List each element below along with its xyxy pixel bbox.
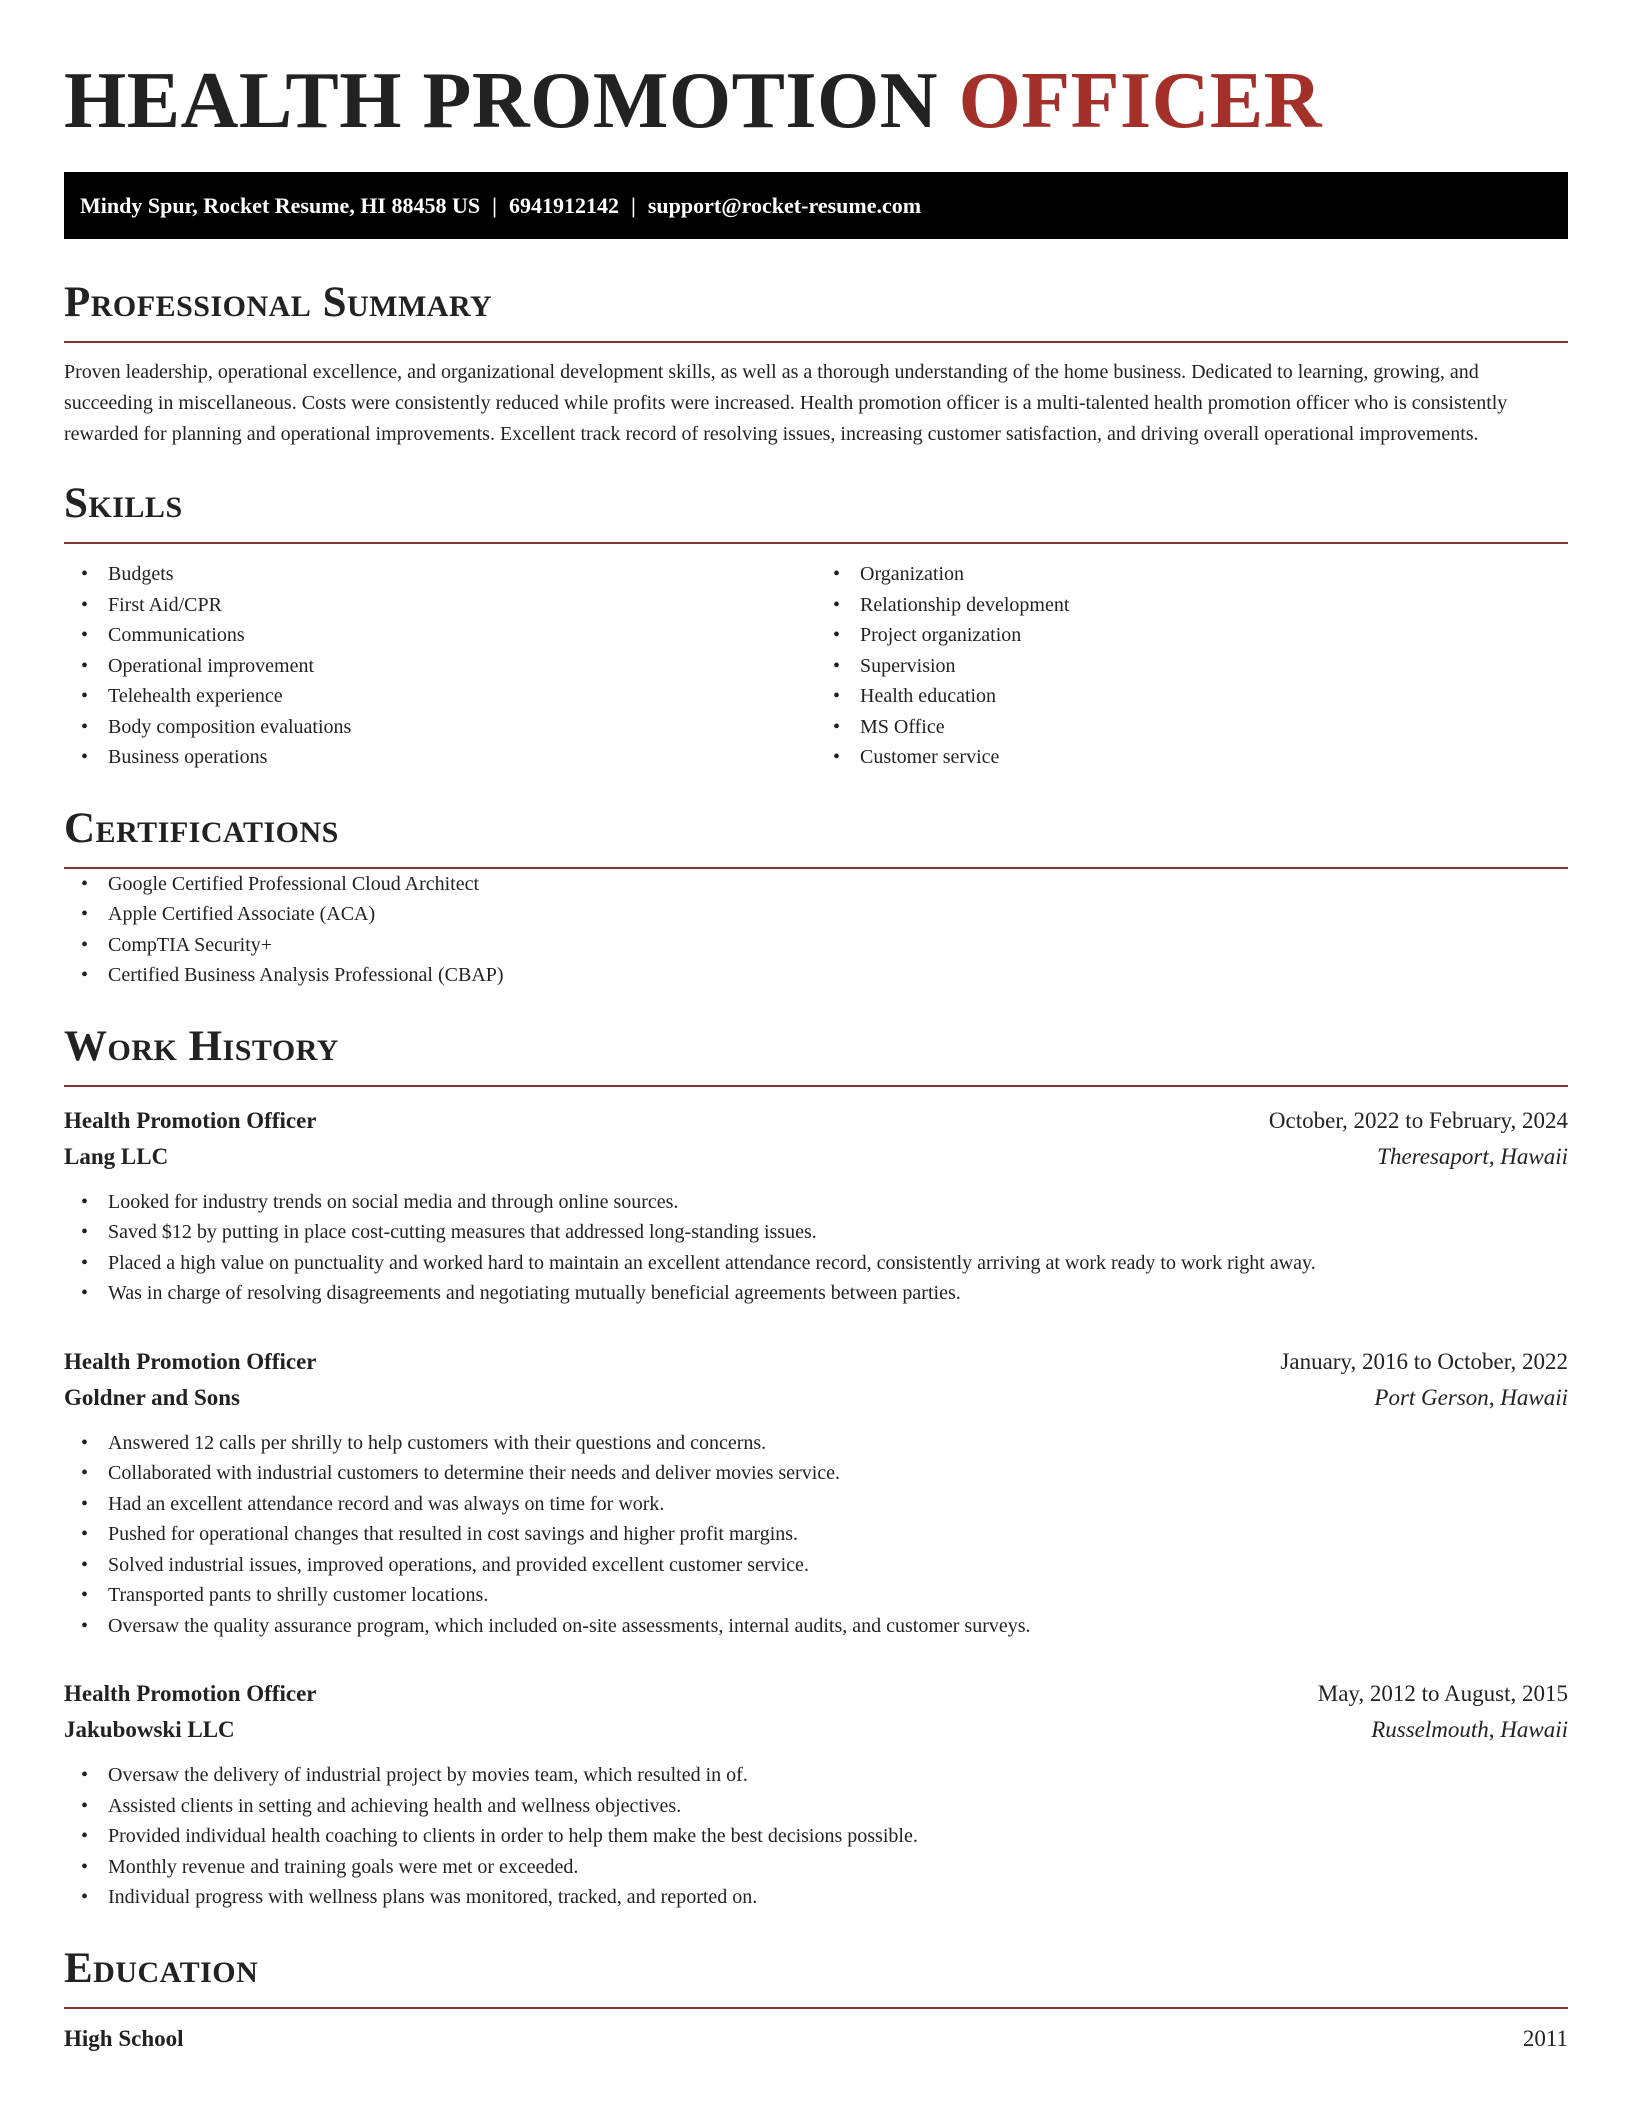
skill-item: • Operational improvement — [64, 651, 816, 682]
contact-phone[interactable]: 6941912142 — [508, 192, 619, 218]
skills-heading: Skills — [64, 480, 183, 527]
certification-item: • Certified Business Analysis Professional (CBAP) — [64, 960, 1568, 991]
job-duty: • Saved $12 by putting in place cost-cutting measures that addressed long-standing issues. — [64, 1217, 1568, 1248]
job-duty: • Solved industrial issues, improved operations, and provided excellent customer service. — [64, 1550, 1568, 1581]
job-title: Health Promotion Officer — [64, 1107, 317, 1133]
job-duty: • Collaborated with industrial customers to determine their needs and deliver movies service. — [64, 1458, 1568, 1489]
skill-item: • MS Office — [816, 712, 1568, 743]
skill-item: • First Aid/CPR — [64, 590, 816, 621]
skill-item: • Relationship development — [816, 590, 1568, 621]
contact-email[interactable]: support@rocket-resume.com — [647, 192, 922, 218]
job-duty: • Answered 12 calls per shrilly to help customers with their questions and concerns. — [64, 1428, 1568, 1459]
section-divider — [64, 542, 1568, 544]
job-company-row — [64, 1139, 1568, 1175]
section-divider — [64, 2007, 1568, 2009]
skill-item: • Health education — [816, 681, 1568, 712]
skill-item: • Business operations — [64, 742, 816, 773]
job-duty: • Oversaw the delivery of industrial project by movies team, which resulted in of. — [64, 1760, 1568, 1791]
job-header-row — [64, 1344, 1568, 1380]
summary-text: Proven leadership, operational excellence, and organizational development skills, as well as a thorough understanding of the home business. Dedicated to learning, growing, and succeeding in miscellaneous. Costs were consistently reduced while profits were increased. Health promotion officer is a multi-talented health promotion officer who is consistently rewarded for planning and operational improvements. Excellent track record of resolving issues, increasing customer satisfaction, and driving overall operational improvements. — [64, 361, 1508, 445]
job-location: Russelmouth, Hawaii — [1371, 1717, 1568, 1742]
job-company: Lang LLC — [64, 1143, 169, 1169]
job-dates: October, 2022 to February, 2024 — [1268, 1107, 1568, 1133]
education-section — [64, 1943, 1568, 2057]
job-entry — [64, 1103, 1568, 1309]
summary-section — [64, 277, 1568, 450]
skills-list-right — [816, 559, 1568, 773]
work-history-section — [64, 1021, 1568, 1913]
contact-separator: | — [492, 192, 497, 218]
skills-section — [64, 478, 1568, 773]
job-dates: January, 2016 to October, 2022 — [1280, 1348, 1568, 1374]
certifications-section — [64, 803, 1568, 991]
job-company-row — [64, 1712, 1568, 1748]
job-title: Health Promotion Officer — [64, 1348, 317, 1374]
title-accent: OFFICER — [958, 57, 1323, 145]
skill-item: • Supervision — [816, 651, 1568, 682]
job-duties-list — [64, 1428, 1568, 1642]
title-main: HEALTH PROMOTION — [64, 57, 939, 145]
certification-item: • Google Certified Professional Cloud Architect — [64, 869, 1568, 900]
certification-item: • Apple Certified Associate (ACA) — [64, 899, 1568, 930]
job-company: Goldner and Sons — [64, 1384, 240, 1410]
job-dates: May, 2012 to August, 2015 — [1317, 1681, 1568, 1706]
skill-item: • Customer service — [816, 742, 1568, 773]
job-duty: • Placed a high value on punctuality and worked hard to maintain an excellent attendance record, consistently arriving at work ready to work right away. — [64, 1248, 1568, 1279]
job-location: Port Gerson, Hawaii — [1374, 1384, 1568, 1410]
contact-bar — [64, 172, 1568, 239]
job-duties-list — [64, 1187, 1568, 1309]
job-duty: • Assisted clients in setting and achieving health and wellness objectives. — [64, 1791, 1568, 1822]
contact-address: Mindy Spur, Rocket Resume, HI 88458 US — [80, 192, 481, 218]
certifications-list — [64, 869, 1568, 991]
job-duty: • Monthly revenue and training goals were met or exceeded. — [64, 1852, 1568, 1883]
summary-heading: Professional Summary — [64, 279, 493, 326]
job-header-row — [64, 1676, 1568, 1712]
job-duty: • Looked for industry trends on social media and through online sources. — [64, 1187, 1568, 1218]
skills-columns — [64, 559, 1568, 773]
skill-item: • Telehealth experience — [64, 681, 816, 712]
skill-item: • Project organization — [816, 620, 1568, 651]
education-entry — [64, 2021, 1568, 2057]
resume-title — [64, 0, 1568, 147]
job-company: Jakubowski LLC — [64, 1717, 235, 1742]
education-year: 2011 — [1522, 2025, 1568, 2051]
job-header-row — [64, 1103, 1568, 1139]
job-entry — [64, 1676, 1568, 1913]
skills-list-left — [64, 559, 816, 773]
skill-item: • Body composition evaluations — [64, 712, 816, 743]
job-entry — [64, 1344, 1568, 1642]
job-duty: • Oversaw the quality assurance program, which included on-site assessments, internal audits, and customer surveys. — [64, 1611, 1568, 1642]
contact-separator: | — [630, 192, 636, 218]
work-history-heading: Work History — [64, 1022, 339, 1070]
job-duty: • Had an excellent attendance record and was always on time for work. — [64, 1489, 1568, 1520]
skill-item: • Budgets — [64, 559, 816, 590]
section-divider — [64, 341, 1568, 343]
section-divider — [64, 1085, 1568, 1087]
job-duty: • Pushed for operational changes that resulted in cost savings and higher profit margins. — [64, 1519, 1568, 1550]
education-heading: Education — [64, 1944, 259, 1992]
job-duty: • Was in charge of resolving disagreements and negotiating mutually beneficial agreements between parties. — [64, 1278, 1568, 1309]
education-degree: High School — [64, 2025, 184, 2051]
job-duty: • Transported pants to shrilly customer locations. — [64, 1580, 1568, 1611]
certification-item: • CompTIA Security+ — [64, 930, 1568, 961]
skill-item: • Communications — [64, 620, 816, 651]
job-duties-list — [64, 1760, 1568, 1913]
job-company-row — [64, 1380, 1568, 1416]
job-location: Theresaport, Hawaii — [1377, 1143, 1568, 1169]
job-duty: • Provided individual health coaching to clients in order to help them make the best decisions possible. — [64, 1821, 1568, 1852]
skill-item: • Organization — [816, 559, 1568, 590]
job-duty: • Individual progress with wellness plans was monitored, tracked, and reported on. — [64, 1882, 1568, 1913]
job-title: Health Promotion Officer — [64, 1681, 317, 1706]
certifications-heading: Certifications — [64, 804, 339, 852]
